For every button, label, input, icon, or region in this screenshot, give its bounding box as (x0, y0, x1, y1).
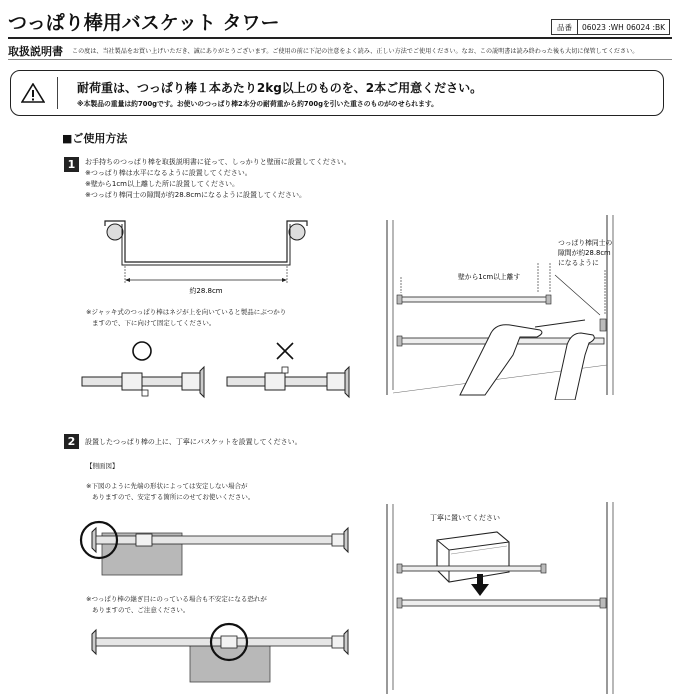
ok-circle-icon (133, 342, 151, 360)
side-view-label: 【側面図】 (86, 462, 119, 470)
step-2-note-1-line-1: ※下図のように先端の形状によっては安定しない場合が (86, 482, 248, 490)
intro-rule (8, 59, 672, 60)
wall-installation-illustration (385, 215, 625, 400)
place-gently-label: 丁寧に置いてください (430, 514, 500, 522)
warning-sub-text: ※本製品の重量は約700gです。お使いのつっぱり棒2本分の耐荷重から約700gを引いた重さのものがのせられます。 (77, 100, 438, 108)
step-2-text: 設置したつっぱり棒の上に、丁寧にバスケットを設置してください。 (85, 438, 302, 446)
step-1-line-2: ※つっぱり棒は水平になるように設置してください。 (85, 169, 252, 177)
product-code-label: 品番 (552, 20, 578, 34)
product-title: つっぱり棒用バスケット タワー (8, 12, 280, 34)
gap-label-line-1: つっぱり棒同士の (558, 239, 613, 247)
side-view-unstable-joint-diagram (75, 620, 365, 700)
side-view-unstable-end-diagram (75, 512, 365, 590)
step-2-note-1-line-2: ありますので、安定する箇所にのせてお使いください。 (92, 493, 255, 501)
jack-note-line-2: ますので、下に向けて固定してください。 (92, 319, 216, 327)
step-2-badge: 2 (64, 434, 79, 449)
step-1-line-1: お手持ちのつっぱり棒を取扱説明書に従って、しっかりと壁面に設置してください。 (85, 158, 351, 166)
gap-label-line-2: 隙間が約28.8cm (558, 249, 611, 257)
manual-subtitle: 取扱説明書 (8, 45, 63, 58)
wall-distance-label: 壁から1cm以上離す (458, 273, 521, 281)
header-rule (8, 37, 672, 39)
product-code-value: 06023 :WH 06024 :BK (582, 22, 666, 32)
basket-placement-illustration (385, 502, 625, 697)
jack-wrong-diagram (225, 335, 360, 410)
step-1-badge: 1 (64, 157, 79, 172)
step-2-note-2-line-2: ありますので、ご注意ください。 (92, 606, 190, 614)
dimension-label: 約28.8cm (189, 287, 223, 295)
warning-triangle-icon (21, 83, 45, 103)
jack-correct-diagram (80, 335, 215, 410)
usage-heading: ■ご使用方法 (62, 132, 128, 145)
step-2-note-2-line-1: ※つっぱり棒の継ぎ目にのっている場合も不安定になる恐れが (86, 595, 267, 603)
step-1-line-4: ※つっぱり棒同士の隙間が約28.8cmになるように設置してください。 (85, 191, 307, 199)
warning-box (10, 70, 664, 116)
step-1-line-3: ※壁から1cm以上離した所に設置してください。 (85, 180, 239, 188)
warning-divider (57, 77, 58, 109)
manual-intro: この度は、当社製品をお買い上げいただき、誠にありがとうございます。ご使用の前に下記の注意をよく読み、正しい方法でご使用ください。なお、この説明書は読み終わった後も大切に保管してください。 (72, 48, 639, 55)
product-code-box (551, 19, 670, 35)
warning-main-text: 耐荷重は、つっぱり棒１本あたり2kg以上のものを、2本ご用意ください。 (77, 81, 483, 95)
down-arrow-icon (477, 574, 483, 584)
jack-note-line-1: ※ジャッキ式のつっぱり棒はネジが上を向いていると製品にぶつかり (86, 308, 287, 316)
basket-dimension-diagram (100, 212, 320, 297)
gap-label-line-3: になるように (558, 259, 599, 267)
